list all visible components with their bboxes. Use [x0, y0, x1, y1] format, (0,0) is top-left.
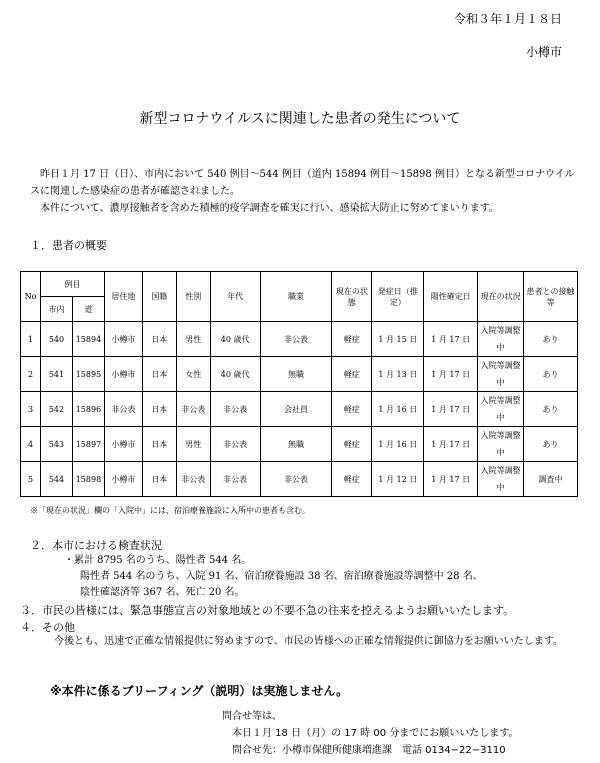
- cell-condition: 軽症: [332, 427, 372, 462]
- cell-do: 15898: [72, 462, 104, 497]
- contact-line-3: 問合せ先：小樽市保健所健康増進課 電話 0134−22−3110: [232, 745, 506, 756]
- cell-city: 541: [40, 357, 72, 392]
- document-title: 新型コロナウイルスに関連した患者の発生について: [139, 111, 461, 127]
- cell-condition: 軽症: [332, 357, 372, 392]
- th-age: 年代: [210, 272, 260, 322]
- cell-status: 入院等調整中: [478, 392, 524, 427]
- contact-line-2: 本日１月 18 日（月）の 17 時 00 分までにお願いいたします。: [232, 728, 519, 739]
- cell-occupation: 無職: [260, 427, 332, 462]
- cell-sex: 非公表: [176, 392, 210, 427]
- cell-contact: 調査中: [524, 462, 578, 497]
- th-contact: 患者との接触等: [524, 272, 578, 322]
- testing-line-1: ・累計 8795 名のうち、陽性者 544 名。: [64, 555, 252, 566]
- th-onset: 発症日（推定）: [372, 272, 424, 322]
- cell-city: 544: [40, 462, 72, 497]
- cell-no: 1: [21, 322, 41, 357]
- cell-do: 15897: [72, 427, 104, 462]
- testing-line-2: 陽性者 544 名のうち、入院 91 名、宿泊療養施設 38 名、宿泊療養施設等調整中 28 名、: [80, 571, 483, 582]
- cell-do: 15896: [72, 392, 104, 427]
- th-nationality: 国籍: [142, 272, 176, 322]
- cell-nationality: 日本: [142, 427, 176, 462]
- cell-occupation: 会社員: [260, 392, 332, 427]
- table-row: [21, 322, 578, 357]
- intro-paragraph-2: 本件について、濃厚接触者を含めた積極的疫学調査を確実に行い、感染拡大防止に努めてまいります。: [30, 203, 499, 214]
- cell-status: 入院等調整中: [478, 462, 524, 497]
- cell-age: 40 歳代: [210, 357, 260, 392]
- cell-onset: 1 月 16 日: [372, 392, 424, 427]
- patient-table: [20, 271, 578, 497]
- cell-age: 40 歳代: [210, 322, 260, 357]
- table-row: [21, 427, 578, 462]
- cell-sex: 非公表: [176, 462, 210, 497]
- section-4-body: 今後とも、迅速で正確な情報提供に努めますので、市民の皆様への正確な情報提供に御協力をお願いいたします。: [44, 636, 563, 647]
- th-sex: 性別: [176, 272, 210, 322]
- cell-do: 15895: [72, 357, 104, 392]
- cell-contact: あり: [524, 322, 578, 357]
- cell-occupation: 無職: [260, 357, 332, 392]
- cell-confirmed: 1 月 17 日: [424, 392, 478, 427]
- issuer-city: 小樽市: [525, 45, 562, 59]
- cell-age: 非公表: [210, 392, 260, 427]
- cell-confirmed: 1 月 17 日: [424, 462, 478, 497]
- th-residence: 居住地: [104, 272, 142, 322]
- cell-no: 3: [21, 392, 41, 427]
- document-date: 令和３年１月１８日: [453, 12, 562, 26]
- cell-contact: あり: [524, 427, 578, 462]
- section-1-heading: １．患者の概要: [30, 239, 107, 252]
- cell-condition: 軽症: [332, 462, 372, 497]
- cell-confirmed: 1 月 17 日: [424, 357, 478, 392]
- section-3-heading: ３．市民の皆様には、緊急事態宣言の対象地域との不要不急の往来を控えるようお願いいたします。: [20, 604, 515, 617]
- cell-residence: 非公表: [104, 392, 142, 427]
- section-4-heading: ４．その他: [20, 621, 75, 634]
- cell-city: 543: [40, 427, 72, 462]
- cell-onset: 1 月 15 日: [372, 322, 424, 357]
- cell-residence: 小樽市: [104, 357, 142, 392]
- table-row: [21, 462, 578, 497]
- cell-contact: あり: [524, 357, 578, 392]
- cell-onset: 1 月 12 日: [372, 462, 424, 497]
- th-confirmed: 陽性確定日: [424, 272, 478, 322]
- cell-no: 2: [21, 357, 41, 392]
- cell-city: 540: [40, 322, 72, 357]
- cell-condition: 軽症: [332, 392, 372, 427]
- cell-no: 4: [21, 427, 41, 462]
- cell-occupation: 非公表: [260, 322, 332, 357]
- cell-residence: 小樽市: [104, 322, 142, 357]
- cell-sex: 男性: [176, 427, 210, 462]
- table-row: [21, 357, 578, 392]
- th-occupation: 職業: [260, 272, 332, 322]
- cell-confirmed: 1 月 17 日: [424, 322, 478, 357]
- testing-line-3: 陰性確認済等 367 名、死亡 20 名。: [80, 587, 245, 598]
- cell-onset: 1 月 13 日: [372, 357, 424, 392]
- cell-residence: 小樽市: [104, 427, 142, 462]
- cell-no: 5: [21, 462, 41, 497]
- contact-line-1: 問合せ等は、: [222, 711, 282, 722]
- cell-confirmed: 1 月 17 日: [424, 427, 478, 462]
- cell-condition: 軽症: [332, 322, 372, 357]
- th-case-do: 道: [72, 297, 104, 322]
- th-condition: 現在の状態: [332, 272, 372, 322]
- cell-nationality: 日本: [142, 357, 176, 392]
- th-case: 例目: [40, 272, 104, 297]
- cell-city: 542: [40, 392, 72, 427]
- th-no: No: [21, 272, 41, 322]
- cell-residence: 小樽市: [104, 462, 142, 497]
- cell-age: 非公表: [210, 462, 260, 497]
- cell-age: 非公表: [210, 427, 260, 462]
- cell-nationality: 日本: [142, 322, 176, 357]
- cell-status: 入院等調整中: [478, 357, 524, 392]
- intro-paragraph-1: 昨日１月 17 日（日）、市内において 540 例目〜544 例目（道内 15894 例目〜15898 例目）となる新型コロナウイルスに関連した感染症の患者が確認されました。: [30, 169, 575, 197]
- cell-do: 15894: [72, 322, 104, 357]
- table-row: [21, 392, 578, 427]
- th-status: 現在の状況: [478, 272, 524, 322]
- section-2-heading: ２．本市における検査状況: [30, 539, 162, 552]
- table-note: ※「現在の状況」欄の「入院中」には、宿泊療養施設に入所中の患者も含む。: [30, 506, 310, 515]
- cell-status: 入院等調整中: [478, 322, 524, 357]
- cell-onset: 1 月 16 日: [372, 427, 424, 462]
- cell-sex: 女性: [176, 357, 210, 392]
- cell-occupation: 非公表: [260, 462, 332, 497]
- cell-sex: 男性: [176, 322, 210, 357]
- cell-contact: あり: [524, 392, 578, 427]
- cell-status: 入院等調整中: [478, 427, 524, 462]
- cell-nationality: 日本: [142, 462, 176, 497]
- briefing-notice: ※本件に係るブリーフィング（説明）は実施しません。: [50, 684, 349, 698]
- cell-nationality: 日本: [142, 392, 176, 427]
- th-case-city: 市内: [40, 297, 72, 322]
